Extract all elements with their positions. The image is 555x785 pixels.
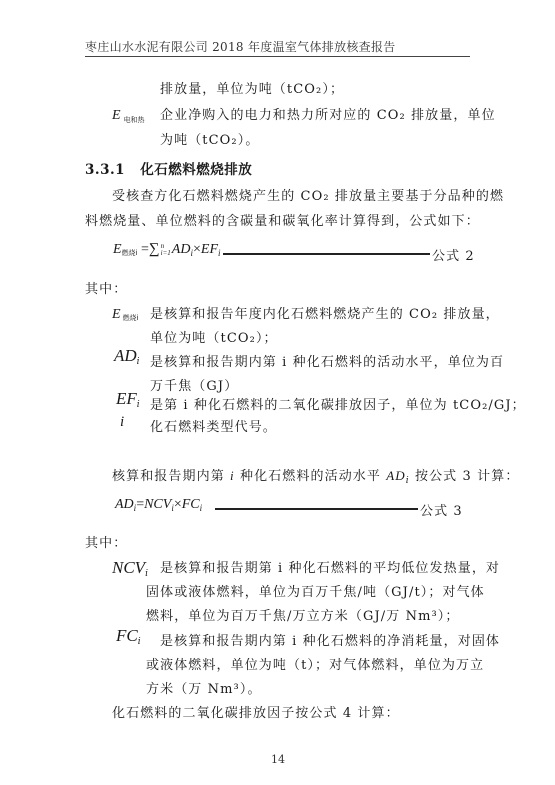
formula-3-leader-line [215, 508, 418, 510]
para3: 化石燃料的二氧化碳排放因子按公式 4 计算： [112, 706, 400, 721]
e-elec-heat-desc-1: 企业净购入的电力和热力所对应的 CO₂ 排放量，单位 [160, 108, 496, 123]
def3-symbol: EFi [116, 389, 140, 410]
e-elec-heat-symbol: E电和热 [112, 108, 145, 124]
def3-text-1: 是第 i 种化石燃料的二氧化碳排放因子，单位为 tCO₂/GJ； [150, 398, 526, 413]
def1-symbol: E燃烧i [112, 307, 139, 322]
header-divider [85, 56, 470, 57]
def2-text-1: 是核算和报告期内第 i 种化石燃料的活动水平，单位为百 [150, 355, 505, 370]
def2-text-2: 万千焦（GJ） [150, 379, 239, 394]
def1-text-1: 是核算和报告年度内化石燃料燃烧产生的 CO₂ 排放量， [150, 307, 500, 322]
running-header: 枣庄山水水泥有限公司 2018 年度温室气体排放核查报告 [85, 40, 396, 54]
para1-line2: 料燃烧量、单位燃料的含碳量和碳氧化率计算得到，公式如下： [85, 214, 480, 229]
def4-text: 化石燃料类型代号。 [150, 420, 277, 435]
def1-text-2: 单位为吨（tCO₂）； [150, 331, 278, 346]
para2: 核算和报告期内第 i 种化石燃料的活动水平 $AD_i$ 按公式 3 计算： [112, 468, 520, 486]
section-heading [85, 158, 252, 178]
formula-2-leader-line [223, 253, 430, 255]
def5-text-3: 燃料，单位为百万千焦/万立方米（GJ/万 Nm³）； [146, 609, 460, 624]
formula-3-label: 公式 3 [420, 504, 463, 519]
def6-text-2: 或液体燃料，单位为吨（t）；对气体燃料，单位为万立 [146, 658, 485, 673]
def5-symbol: NCVi [112, 558, 148, 579]
formula-2: $E_{燃烧i} =\sum n$ $i=1AD_i\times EF_i$ [113, 241, 221, 258]
continuation-line: 排放量，单位为吨（tCO₂）； [160, 82, 345, 97]
def6-text-1: 是核算和报告期内第 i 种化石燃料的净消耗量，对固体 [160, 634, 501, 649]
where-label-1: 其中： [85, 282, 128, 297]
page-number: 14 [271, 753, 285, 766]
def6-text-3: 方米（万 Nm³）。 [146, 682, 262, 697]
def2-symbol: ADi [114, 346, 140, 367]
def5-text-1: 是核算和报告期第 i 种化石燃料的平均低位发热量，对 [160, 561, 501, 576]
section-number: 3.3.1 [85, 162, 126, 178]
def5-text-2: 固体或液体燃料，单位为百万千焦/吨（GJ/t）；对气体 [146, 585, 485, 600]
para1-line1: 受核查方化石燃料燃烧产生的 CO₂ 排放量主要基于分品种的燃 [112, 189, 505, 204]
section-title: 化石燃料燃烧排放 [140, 162, 253, 178]
formula-3: $AD_i=NCV_i\times FC_i$ [115, 497, 203, 513]
where-label-2: 其中： [85, 536, 128, 551]
formula-2-label: 公式 2 [432, 249, 475, 264]
def6-symbol: FCi [116, 626, 141, 647]
e-elec-heat-desc-2: 为吨（tCO₂）。 [160, 133, 260, 148]
def4-symbol: i [120, 414, 125, 430]
